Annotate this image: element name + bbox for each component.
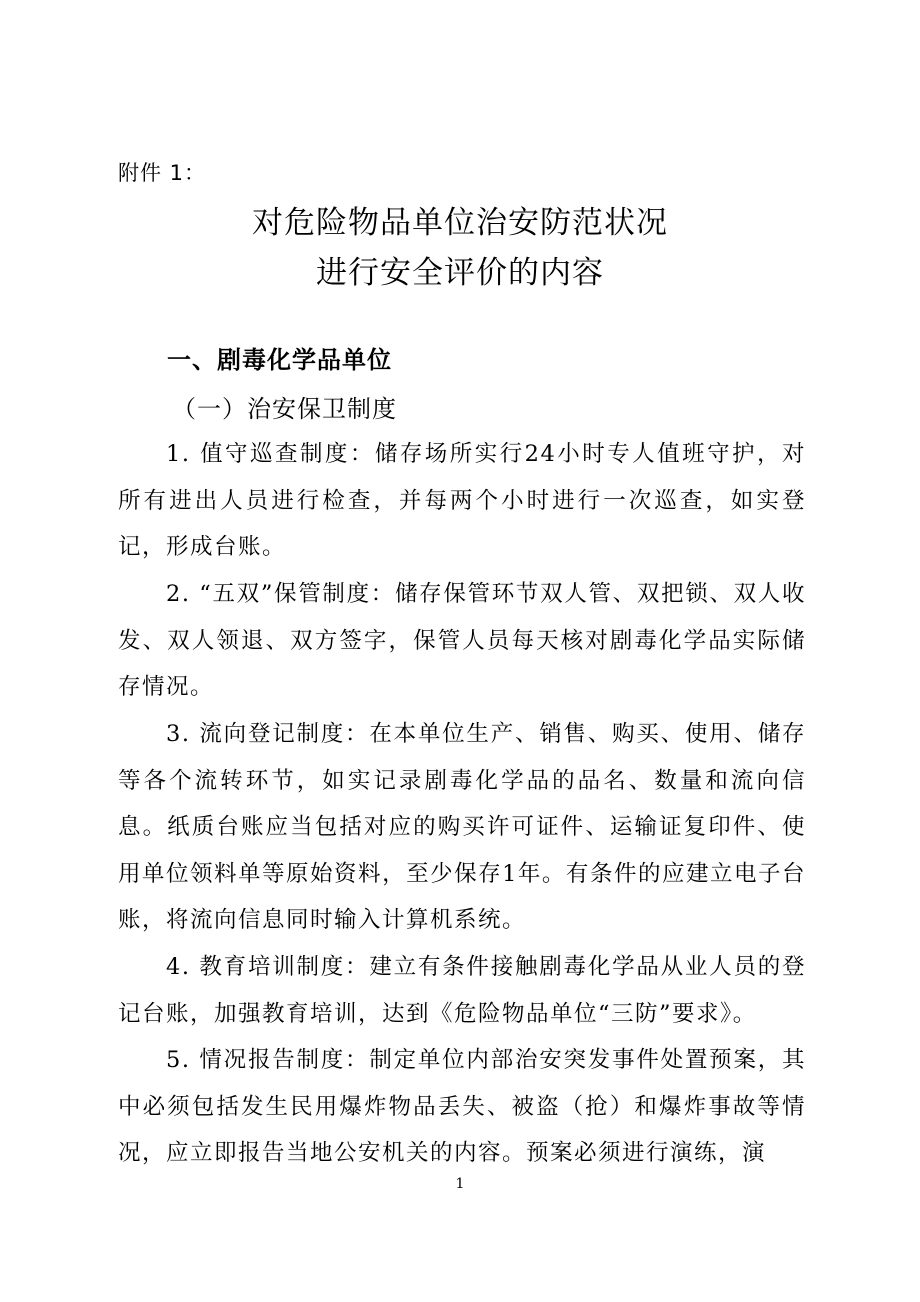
paragraph-situation-report: 5. 情况报告制度：制定单位内部治安突发事件处置预案，其中必须包括发生民用爆炸物品丢失、被盗（抢）和爆炸事故等情况，应立即报告当地公安机关的内容。预案必须进行演练，演 bbox=[118, 1047, 806, 1167]
section-heading: 一、剧毒化学品单位 bbox=[167, 346, 392, 374]
document-title-line-1: 对危险物品单位治安防范状况 bbox=[252, 205, 668, 241]
page-number: 1 bbox=[455, 1176, 465, 1192]
document-title-line-2: 进行安全评价的内容 bbox=[316, 255, 604, 291]
attachment-label: 附件 1： bbox=[118, 161, 207, 185]
paragraph-flow-registration: 3. 流向登记制度：在本单位生产、销售、购买、使用、储存等各个流转环节，如实记录剧毒化学品的品名、数量和流向信息。纸质台账应当包括对应的购买许可证件、运输证复印件、使用单位领料单等原始资料，至少保存1年。有条件的应建立电子台账，将流向信息同时输入计算机系统。 bbox=[118, 721, 806, 934]
paragraph-duty-patrol: 1. 值守巡查制度：储存场所实行24小时专人值班守护，对所有进出人员进行检查，并每两个小时进行一次巡查，如实登记，形成台账。 bbox=[118, 441, 806, 561]
paragraph-five-double: 2. “五双”保管制度：储存保管环节双人管、双把锁、双人收发、双人领退、双方签字，保管人员每天核对剧毒化学品实际储存情况。 bbox=[118, 581, 806, 701]
subsection-heading: （一）治安保卫制度 bbox=[172, 395, 397, 423]
paragraph-education-training: 4. 教育培训制度：建立有条件接触剧毒化学品从业人员的登记台账，加强教育培训，达到《危险物品单位“三防”要求》。 bbox=[118, 954, 806, 1027]
